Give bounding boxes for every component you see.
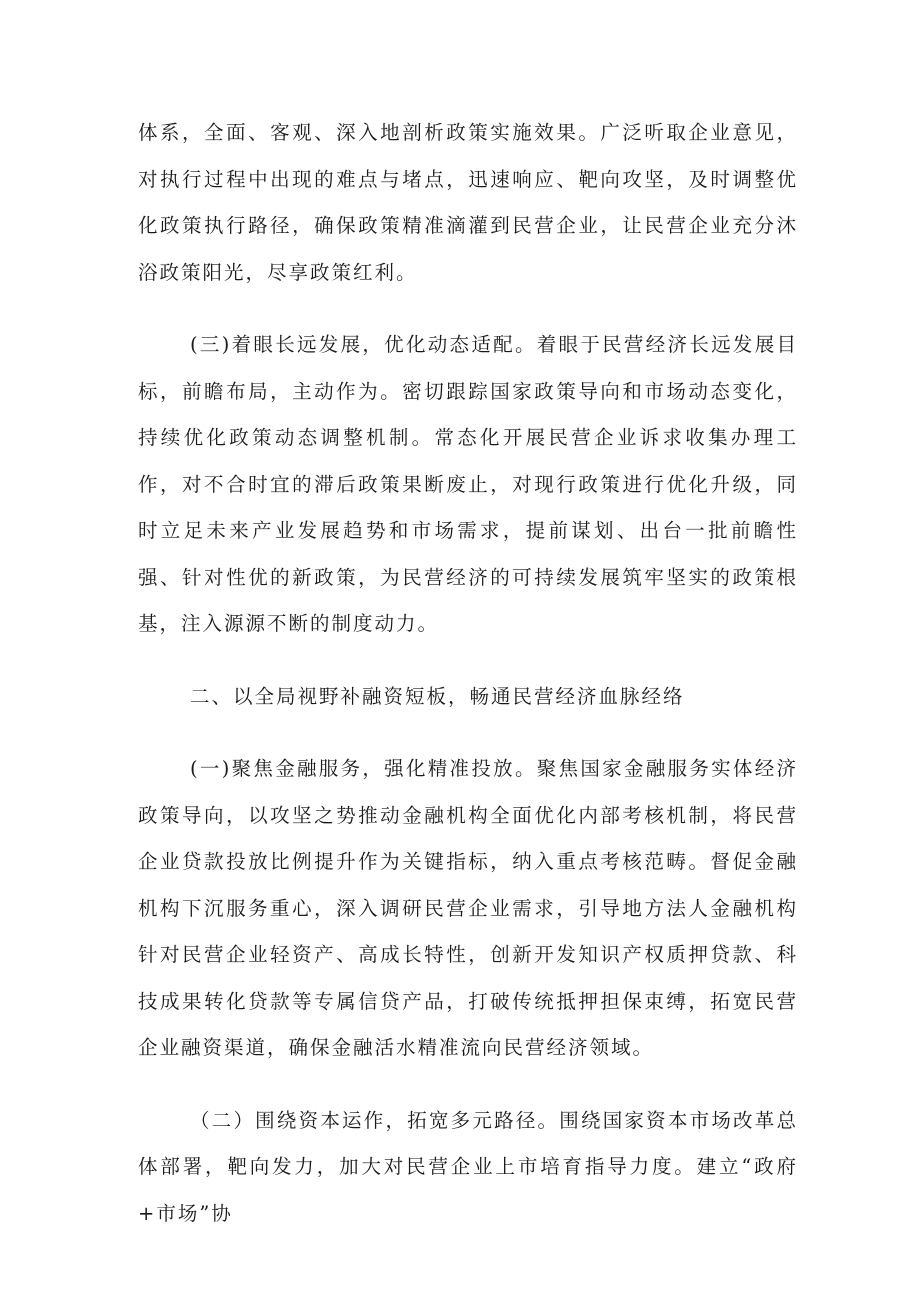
paragraph-long-term-development: (三)着眼长远发展，优化动态适配。着眼于民营经济长远发展目标，前瞻布局，主动作为。密切跟踪国家政策导向和市场动态变化，持续优化政策动态调整机制。常态化开展民营企业诉求收集办理工作，对不合时宜的滞后政策果断废止，对现行政策进行优化升级，同时立足未来产业发展趋势和市场需求，提前谋划、出台一批前瞻性强、针对性优的新政策，为民营经济的可持续发展筑牢坚实的政策根基，注入源源不断的制度动力。 [138, 333, 798, 635]
section-heading-financing: 二、以全局视野补融资短板，畅通民营经济血脉经络 [190, 684, 685, 708]
document-body [138, 110, 798, 1263]
paragraph-financial-services: (一)聚焦金融服务，强化精准投放。聚焦国家金融服务实体经济政策导向，以攻坚之势推动金融机构全面优化内部考核机制，将民营企业贷款投放比例提升作为关键指标，纳入重点考核范畴。督促金融机构下沉服务重心，深入调研民营企业需求，引导地方法人金融机构针对民营企业轻资产、高成长特性，创新开发知识产权质押贷款、科技成果转化贷款等专属信贷产品，打破传统抵押担保束缚，拓宽民营企业融资渠道，确保金融活水精准流向民营经济领域。 [138, 757, 798, 1059]
paragraph-policy-evaluation: 体系，全面、客观、深入地剖析政策实施效果。广泛听取企业意见，对执行过程中出现的难点与堵点，迅速响应、靶向攻坚，及时调整优化政策执行路径，确保政策精准滴灌到民营企业，让民营企业充分沐浴政策阳光，尽享政策红利。 [138, 121, 798, 284]
paragraph-capital-operation: （二）围绕资本运作，拓宽多元路径。围绕国家资本市场改革总体部署，靶向发力，加大对民营企业上市培育指导力度。建立“政府+市场”协 [138, 1108, 798, 1225]
